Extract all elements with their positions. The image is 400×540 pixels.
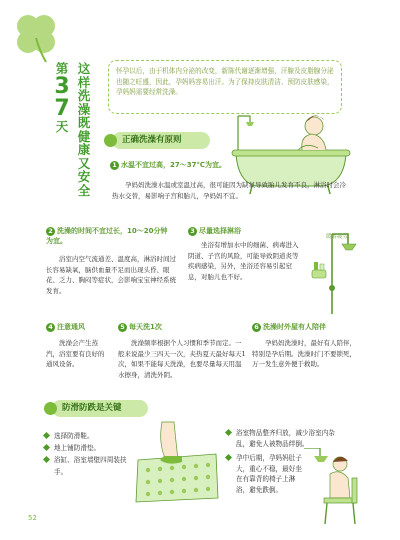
- item-2-heading: [46, 226, 174, 246]
- item-1-title: 水温不宜过高，27～37℃为宜。: [121, 161, 226, 169]
- intro-box: 怀孕以后，由于机体内分泌的改变，新陈代谢逐渐增强，汗腺及皮脂腺分泌也随之旺盛，因此，孕妈妈容易出汗。为了保持皮肤清洁、预防皮肤感染，孕妈妈需要经常洗澡。: [108, 60, 342, 114]
- clover-decoration-icon: [6, 6, 66, 66]
- list-item: 选择防滑鞋。: [44, 430, 132, 442]
- item-2-title: 洗澡的时间不宜过长，10～20分钟为宜。: [46, 227, 168, 245]
- item-number-badge: 6: [252, 323, 261, 332]
- section-marker-icon: [104, 134, 117, 147]
- item-1-heading: [110, 160, 290, 170]
- item-number-badge: 4: [46, 323, 55, 332]
- item-6-heading: [252, 322, 362, 332]
- list-item: 孕中后期，孕妈妈肚子大，重心不稳，最好坐在有靠背的椅子上淋浴，避免跌倒。: [226, 453, 304, 495]
- bullet-diamond-icon: [225, 454, 232, 461]
- item-number-badge: 3: [188, 227, 197, 236]
- bullet-diamond-icon: [43, 432, 50, 439]
- title-main: 这样洗澡既健康又安全: [77, 61, 91, 198]
- item-3-text: 坐浴有增加水中的细菌、病毒进入阴道、子宫的风险，可能导致阴道炎等疾病感染，另外，坐浴还容易引起窒息，对胎儿也不好。: [188, 241, 299, 281]
- item-4-heading: [46, 322, 110, 332]
- section-header-anti-slip: [52, 400, 148, 417]
- bath-tag-label: 缓解疲劳: [326, 234, 349, 240]
- section-title: 防滑防跌是关键: [62, 403, 122, 413]
- anti-slip-list-left: [44, 430, 132, 478]
- seated-shower-illustration: [300, 448, 370, 528]
- bullet-diamond-icon: [43, 456, 50, 463]
- list-item: 浴室物品整齐归放，减少浴室内杂乱，避免人被物品绊倒。: [226, 428, 346, 449]
- bullet-diamond-icon: [225, 429, 232, 436]
- item-5-text: 洗澡频率根据个人习惯和季节而定。一般来说最少三四天一次，夹热夏天最好每天1次，如果不能每天洗澡，也要尽量每天用温水擦身，清洗外阴。: [118, 339, 246, 379]
- item-6-text: 孕妈妈洗澡时，最好有人陪伴，特别是孕后期。洗澡时门不要锁死，万一发生意外便于救助。: [252, 339, 356, 368]
- title-day: [54, 62, 70, 133]
- item-3-title: 尽量选择淋浴: [199, 227, 241, 235]
- bath-mat-illustration: [132, 420, 222, 504]
- list-item: 浴缸、浴室墙壁四周装扶手。: [44, 454, 132, 478]
- item-5-title: 每天洗1次: [129, 323, 162, 331]
- page-title: [46, 61, 94, 198]
- section-header-principle: [112, 132, 210, 149]
- section-marker-icon: [44, 402, 57, 415]
- item-4-title: 注意通风: [57, 323, 85, 331]
- item-number-badge: 1: [110, 161, 119, 170]
- bullet-diamond-icon: [43, 444, 50, 451]
- item-1-text: 孕妈妈洗澡水温或室温过高，很可能因为缺氧导致胎儿发育不良，淋浴时会冷热水交替，易影响子宫和胎儿，孕妈妈不宜。: [112, 181, 346, 200]
- item-2-text: 浴室内空气流通差、温度高，淋浴时间过长容易缺氧，脑供血量不足而出现头昏、眼花、乏力、胸闷等症状，会影响宝宝神经系统发育。: [46, 255, 176, 295]
- list-item: 地上铺防滑垫。: [44, 442, 132, 454]
- item-5-heading: [118, 322, 218, 332]
- item-3-heading: [188, 226, 298, 236]
- item-number-badge: 5: [118, 323, 127, 332]
- section-title: 正确洗澡有原则: [122, 135, 182, 145]
- page-number: 52: [28, 514, 37, 522]
- item-4-text: 洗澡会产生蒸汽，浴室要有良好的通风设备。: [46, 339, 105, 368]
- title-day-suffix: 天: [55, 118, 69, 134]
- title-day-number: 37: [54, 73, 70, 121]
- item-number-badge: 2: [46, 227, 55, 236]
- title-day-prefix: 第: [55, 61, 69, 76]
- item-6-title: 洗澡时外屋有人陪伴: [263, 323, 326, 331]
